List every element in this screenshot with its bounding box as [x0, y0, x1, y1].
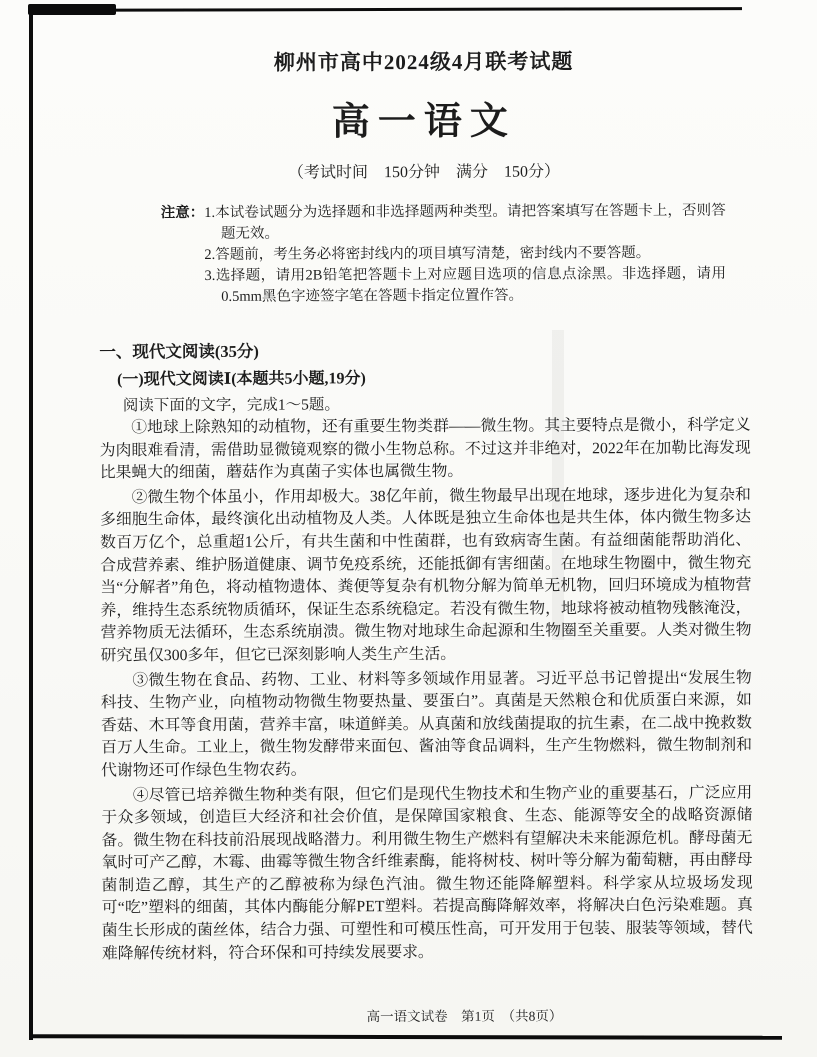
scan-edge-bottom	[30, 1034, 782, 1040]
notice-label: 注意：	[160, 204, 205, 222]
notice-block	[161, 201, 726, 308]
scan-edge-top	[30, 7, 742, 12]
passage-paragraph-3: ③微生物在食品、药物、工业、材料等多领域作用显著。习近平总书记曾提出“发展生物科技、生物产业，向植物动物微生物要热量、要蛋白”。真菌是天然粮仓和优质蛋白来源，如香菇、木耳等食用菌，营养丰富，味道鲜美。从真菌和放线菌提取的抗生素，在二战中挽救数百万人生命。工业上，微生物发酵带来面包、酱油等食品调料，生产生物燃料，微生物制剂和代谢物还可作绿色生物农药。	[100, 669, 753, 780]
subsection-heading: (一)现代文阅读Ⅰ(本题共5小题,19分)	[117, 370, 366, 389]
exam-title: 柳州市高中2024级4月联考试题	[273, 49, 574, 75]
exam-page-content	[98, 45, 753, 966]
scan-edge-left	[29, 8, 33, 1040]
passage-paragraph-1: ①地球上除熟知的动植物，还有重要生物类群——微生物。其主要特点是微小，科学定义为肉眼难看清，需借助显微镜观察的微小生物总称。不过这并非绝对，2022年在加勒比海发现比果蝇大的细菌，蘑菇作为真菌子实体也属微生物。	[99, 416, 751, 482]
notice-item-2: 2.答题前，考生务必将密封线内的项目填写清楚，密封线内不要答题。	[204, 245, 651, 263]
section-heading: 一、现代文阅读(35分)	[99, 341, 259, 362]
page-footer: 高一语文试卷 第1页 （共8页）	[366, 1008, 563, 1025]
passage-paragraph-4: ④尽管已培养微生物种类有限，但它们是现代生物技术和生物产业的重要基石，广泛应用于众多领域，创造巨大经济和社会价值，是保障国家粮食、生态、能源等安全的战略资源储备。微生物在科技前沿展现战略潜力。利用微生物生产燃料有望解决未来能源危机。酵母菌无氧时可产乙醇，木霉、曲霉等微生物含纤维素酶，能将树枝、树叶等分解为葡萄糖，再由酵母菌制造乙醇，其生产的乙醇被称为绿色汽油。微生物还能降解塑料。科学家从垃圾场发现可“吃”塑料的细菌，其体内酶能分解PET塑料。若提高酶降解效率，将解决白色污染难题。真菌生长形成的菌丝体，结合力强、可塑性和可模压性高，可开发用于包装、服装等领域，替代难降解传统材料，符合环保和可持续发展要求。	[101, 784, 753, 963]
passage-paragraph-2: ②微生物个体虽小，作用却极大。38亿年前，微生物最早出现在地球，逐步进化为复杂和多细胞生命体，最终演化出动植物及人类。人体既是独立生命体也是共生体，体内微生物多达数百万亿个，总重超1公斤，有共生菌和中性菌群，也有致病寄生菌。有益细菌能帮助消化、合成营养素、维护肠道健康、调节免疫系统，还能抵御有害细菌。在地球生物圈中，微生物充当“分解者”角色，将动植物遗体、粪便等复杂有机物分解为简单无机物，回归环境成为植物营养，维持生态系统物质循环，保证生态系统稳定。若没有微生物，地球将被动植物残骸淹没，营养物质无法循环，生态系统崩溃。微生物对地球生命起源和生物圈至关重要。人类对微生物研究虽仅300多年，但它已深刻影响人类生产生活。	[100, 486, 752, 665]
notice-items	[204, 201, 726, 308]
subject-title: 高一语文	[331, 100, 516, 144]
notice-item-1: 1.本试卷试题分为选择题和非选择题两种类型。请把答案填写在答题卡上，否则答题无效。	[204, 202, 726, 242]
exam-duration-score: （考试时间 150分钟 满分 150分）	[287, 163, 561, 182]
reading-instruction: 阅读下面的文字，完成1～5题。	[122, 396, 340, 415]
notice-item-3: 3.选择题，请用2B铅笔把答题卡上对应题目选项的信息点涂黑。非选择题，请用0.5mm黑色字迹签字笔在答题卡指定位置作答。	[204, 265, 727, 305]
